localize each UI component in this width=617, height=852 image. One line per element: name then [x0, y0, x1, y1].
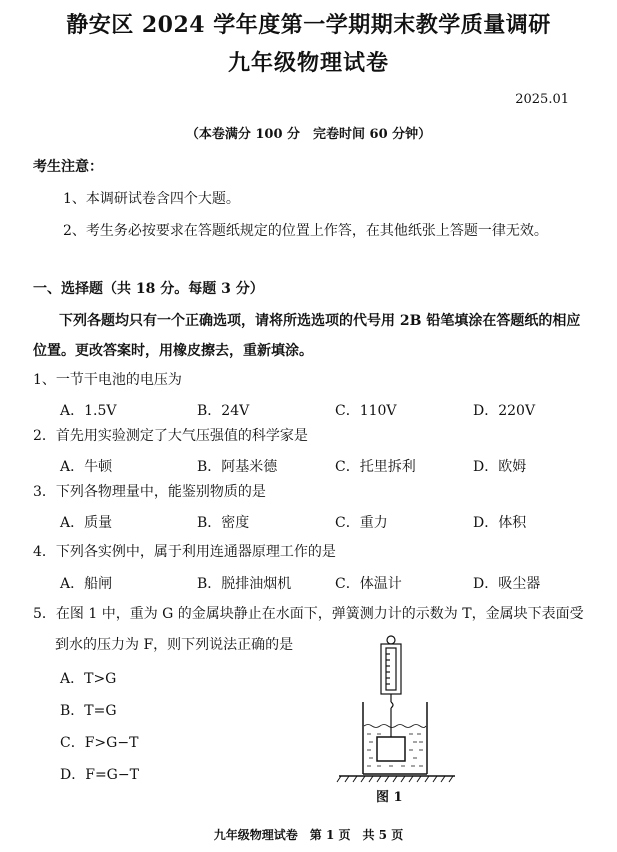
question-stem: 1、一节干电池的电压为	[33, 372, 182, 388]
question-stem: 到水的压力为 F，则下列说法正确的是	[55, 637, 294, 653]
figure-caption: 图 1	[376, 790, 403, 805]
option-c: C．110V	[335, 403, 397, 419]
option-b: B．脱排油烟机	[197, 576, 292, 592]
option-c: C．托里拆利	[335, 459, 416, 475]
option-d: D．体积	[473, 515, 527, 531]
exam-title: 静安区 2024 学年度第一学期期末教学质量调研	[66, 12, 551, 38]
question-stem: 3．下列各物理量中，能鉴别物质的是	[33, 484, 266, 500]
option-b: B．阿基米德	[197, 459, 278, 475]
section-instruction: 下列各题均只有一个正确选项，请将所选选项的代号用 2B 铅笔填涂在答题纸的相应	[59, 313, 581, 329]
notice-item: 1、本调研试卷含四个大题。	[63, 191, 240, 207]
notice-item: 2、考生务必按要求在答题纸规定的位置上作答，在其他纸张上答题一律无效。	[63, 223, 548, 239]
option-c: C．重力	[335, 515, 388, 531]
exam-meta: （本卷满分 100 分 完卷时间 60 分钟）	[185, 127, 432, 142]
question-stem: 4．下列各实例中，属于利用连通器原理工作的是	[33, 544, 336, 560]
exam-subtitle: 九年级物理试卷	[227, 50, 389, 76]
option-b: B．T=G	[60, 703, 117, 719]
section-heading: 一、选择题（共 18 分。每题 3 分）	[33, 281, 264, 297]
option-a: A．质量	[60, 515, 113, 531]
option-a: A．T>G	[60, 671, 117, 687]
option-a: A．船闸	[60, 576, 113, 592]
option-c: C．F>G−T	[60, 735, 139, 751]
option-b: B．密度	[197, 515, 250, 531]
question-stem: 5．在图 1 中，重为 G 的金属块静止在水面下，弹簧测力计的示数为 T，金属块下表面受	[33, 606, 584, 622]
option-b: B．24V	[197, 403, 250, 419]
option-a: A．牛顿	[60, 459, 113, 475]
notice-heading: 考生注意：	[33, 159, 103, 175]
spring-scale	[381, 636, 401, 737]
exam-date: 2025.01	[515, 92, 569, 107]
page-footer: 九年级物理试卷 第 1 页 共 5 页	[213, 828, 404, 842]
question-stem: 2．首先用实验测定了大气压强值的科学家是	[33, 428, 308, 444]
section-instruction: 位置。更改答案时，用橡皮擦去，重新填涂。	[33, 343, 313, 359]
ground	[337, 776, 455, 782]
option-d: D．欧姆	[473, 459, 527, 475]
option-d: D．220V	[473, 403, 536, 419]
metal-block	[377, 737, 405, 761]
figure-1-diagram	[333, 634, 463, 784]
option-d: D．吸尘器	[473, 576, 541, 592]
option-a: A．1.5V	[60, 403, 117, 419]
option-c: C．体温计	[335, 576, 402, 592]
option-d: D．F=G−T	[60, 767, 139, 783]
